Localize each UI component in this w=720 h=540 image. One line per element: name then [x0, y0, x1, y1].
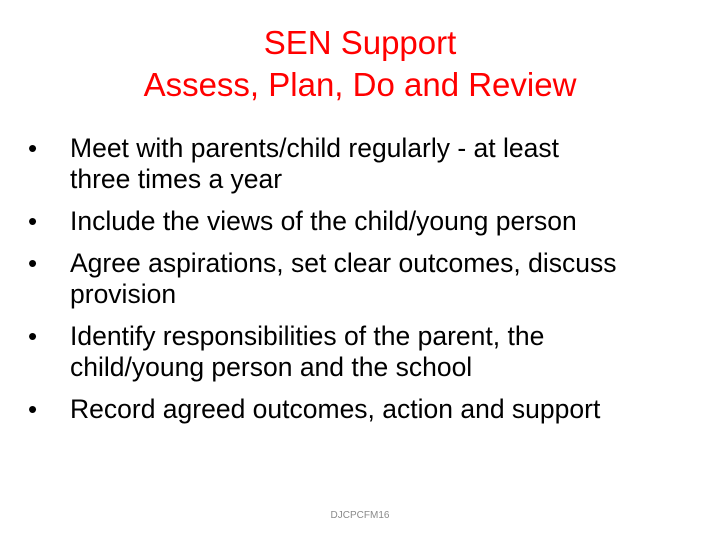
bullet-dot-icon: • — [28, 206, 38, 236]
bullet-text-line: provision — [70, 279, 177, 309]
bullet-item — [28, 321, 708, 383]
bullet-dot-icon: • — [28, 133, 38, 163]
slide-title — [0, 22, 720, 106]
bullet-text-line: Include the views of the child/young person — [70, 206, 577, 236]
bullet-list — [28, 133, 708, 436]
bullet-item — [28, 133, 708, 195]
bullet-text-line: Agree aspirations, set clear outcomes, discuss — [70, 248, 617, 278]
bullet-dot-icon: • — [28, 394, 38, 424]
title-line-2: Assess, Plan, Do and Review — [143, 66, 577, 103]
bullet-text-line: child/young person and the school — [70, 352, 473, 382]
bullet-item — [28, 394, 708, 425]
bullet-dot-icon: • — [28, 321, 38, 351]
bullet-text-line: Record agreed outcomes, action and support — [70, 394, 601, 424]
footer-label: DJCPCFM16 — [330, 510, 390, 521]
bullet-item — [28, 248, 708, 310]
bullet-dot-icon: • — [28, 248, 38, 278]
bullet-text-line: three times a year — [70, 164, 283, 194]
bullet-text-line: Identify responsibilities of the parent, the — [70, 321, 545, 351]
bullet-item — [28, 206, 708, 237]
bullet-text-line: Meet with parents/child regularly - at least — [70, 133, 559, 163]
title-line-1: SEN Support — [263, 24, 457, 61]
